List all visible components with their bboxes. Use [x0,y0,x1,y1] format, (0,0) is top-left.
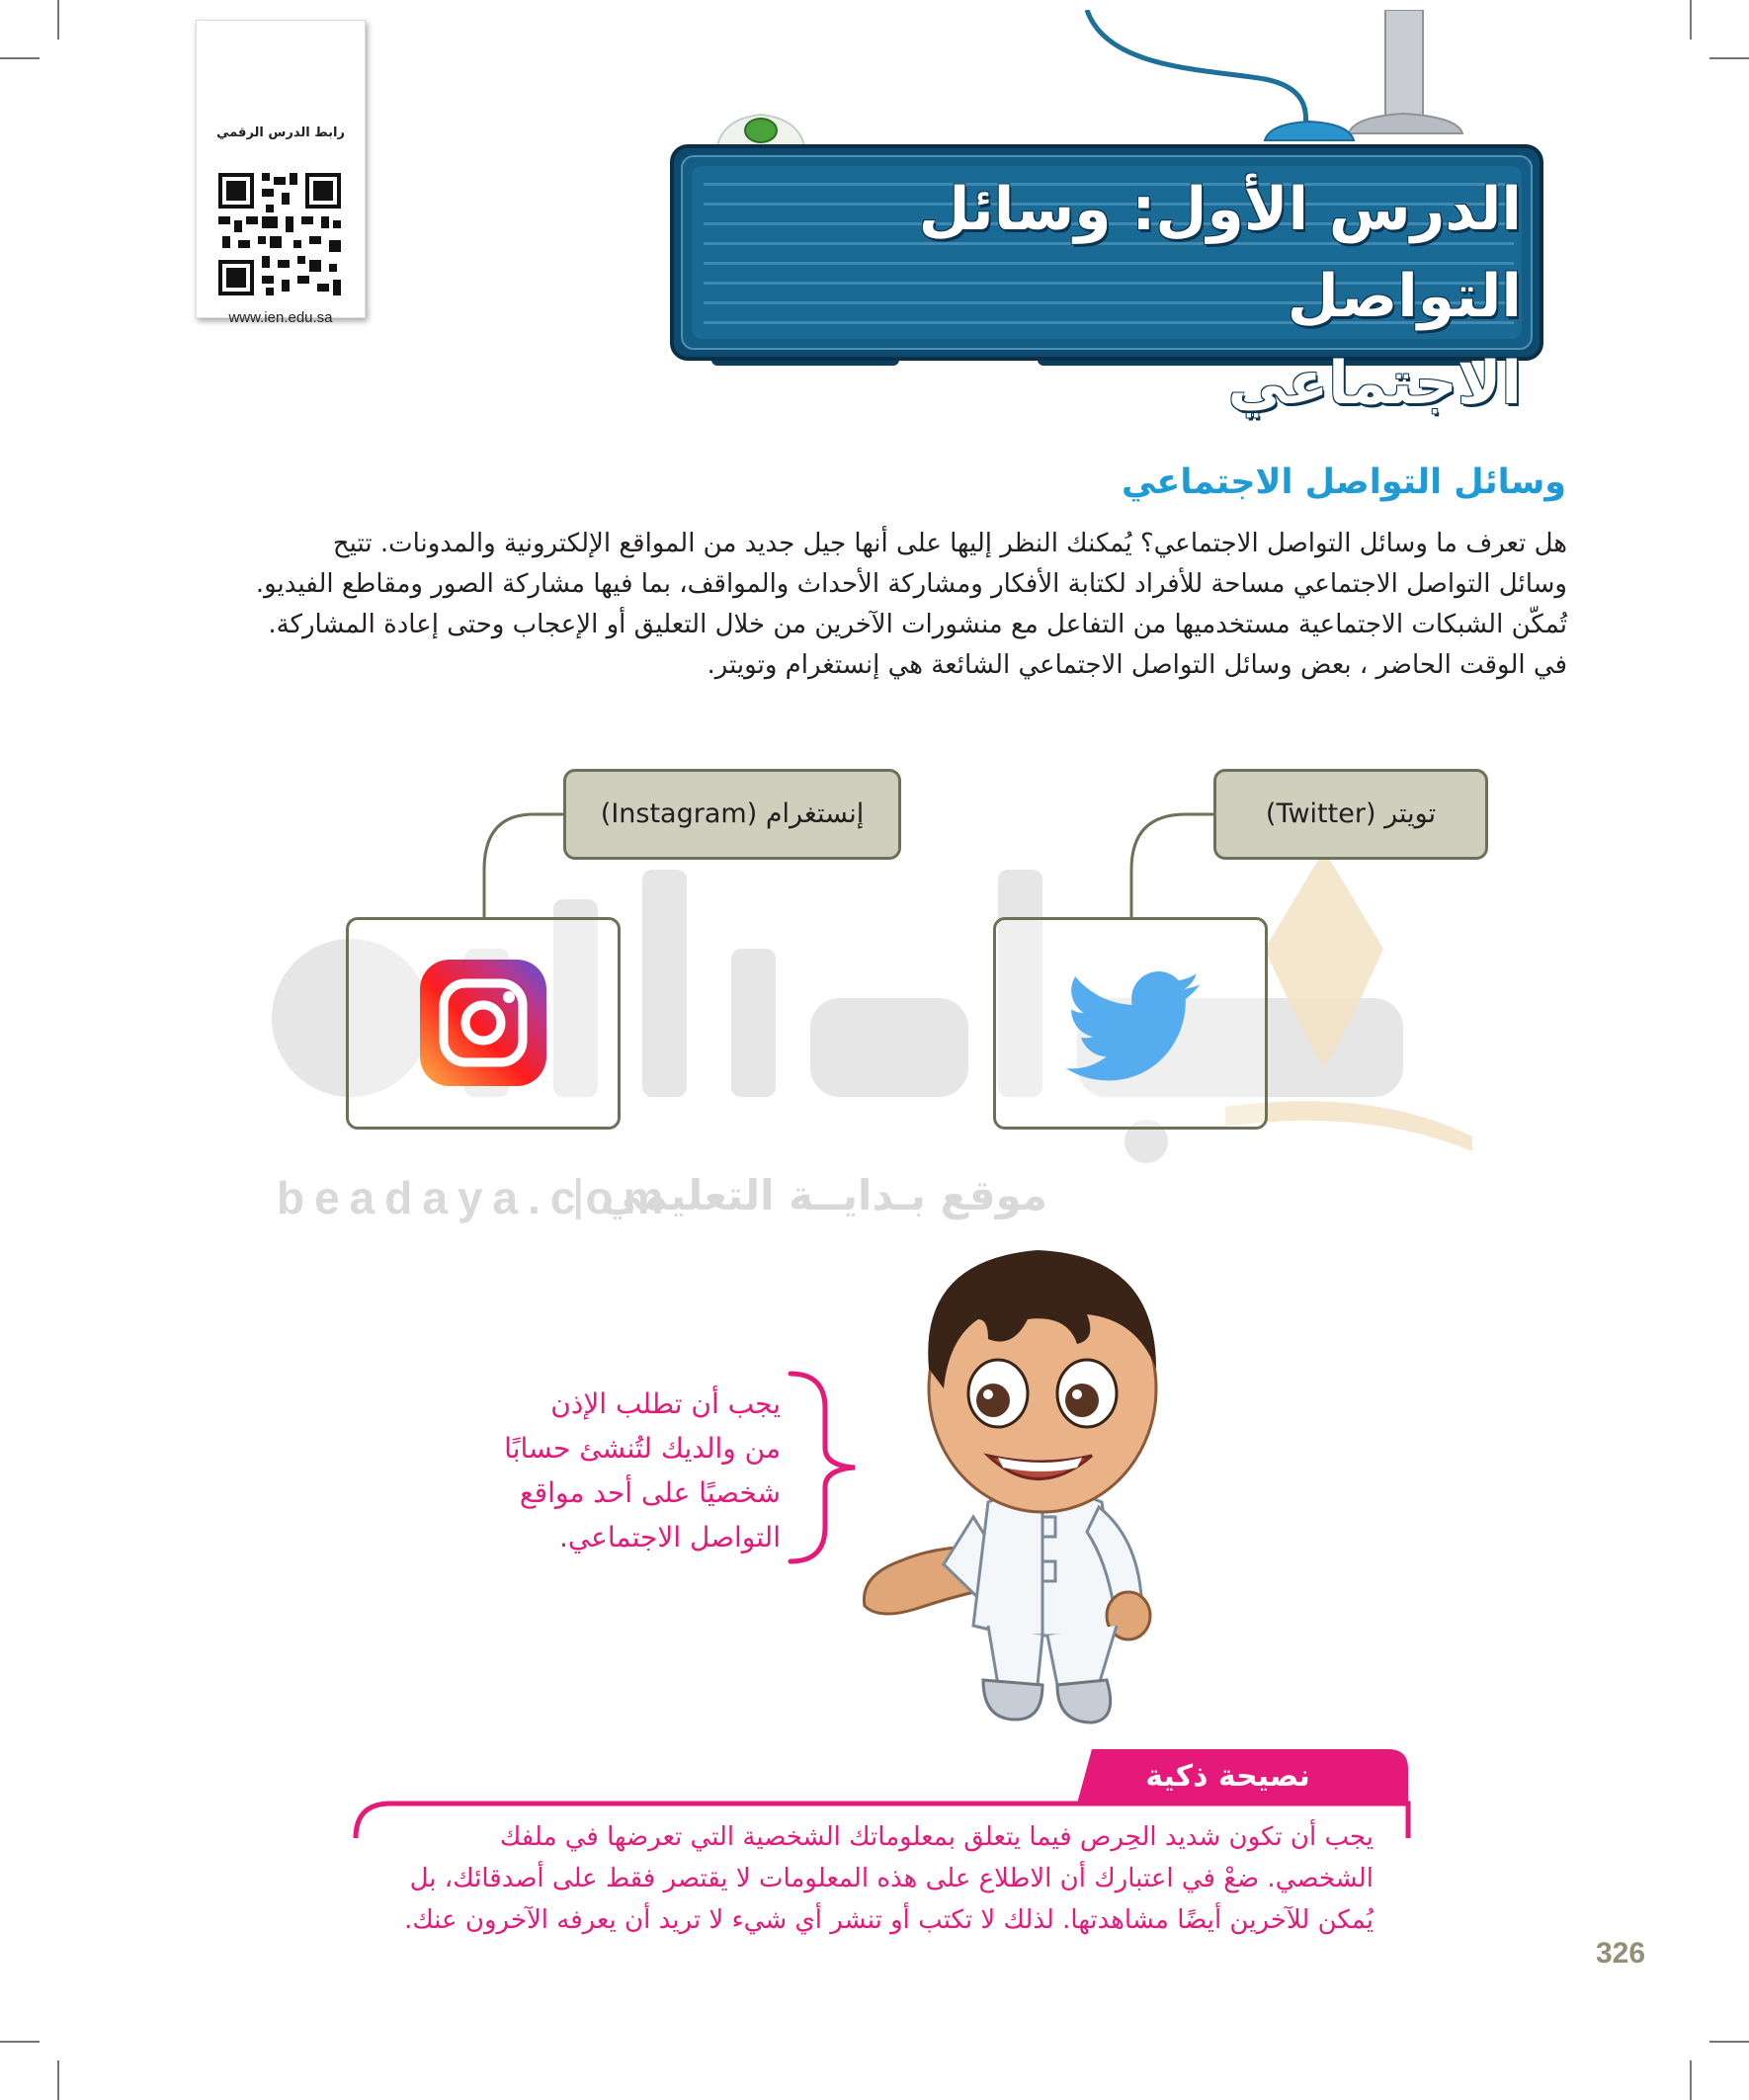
paragraph-line: في الوقت الحاضر ، بعض وسائل التواصل الاجتماعي الشائعة هي إنستغرام وتويتر. [707,650,1567,680]
watermark-url: beadaya.com [277,1172,674,1223]
twitter-box [993,917,1268,1130]
crop-mark [0,2041,40,2043]
twitter-label: تويتر (Twitter) [1213,769,1488,860]
tip-line: يجب أن تكون شديد الحِرص فيما يتعلق بمعلوماتك الشخصية التي تعرضها في ملفك [499,1822,1374,1852]
blue-knob [1265,122,1354,140]
crop-mark [1709,57,1749,59]
tip-text [390,1816,1374,1941]
speech-bracket [786,1369,865,1566]
instagram-box [346,917,621,1130]
paragraph-line: وسائل التواصل الاجتماعي مساحة للأفراد لكتابة الأفكار ومشاركة الأحداث والمواقف، بما فيها مشاركة الصور ومقاطع الفيديو. [255,569,1567,599]
lesson-title-line2: الاجتماعي [1227,349,1522,418]
cable-line [1087,10,1306,133]
qr-label: رابط الدرس الرقمي [216,126,345,140]
tip-line: يُمكن للآخرين أيضًا مشاهدتها. لذلك لا تكتب أو تنشر أي شيء لا تريد أن يعرفه الآخرون عنك. [404,1905,1374,1935]
speech-line: يجب أن تطلب الإذن [550,1387,781,1420]
intro-paragraph [198,524,1567,686]
instagram-label: إنستغرام (Instagram) [563,769,901,860]
paragraph-line: هل تعرف ما وسائل التواصل الاجتماعي؟ يُمكنك النظر إليها على أنها جيل جديد من المواقع الإلكترونية والمدونات. تتيح [332,529,1567,558]
qr-url[interactable]: www.ien.edu.sa [228,309,333,326]
speech-line: من والديك لتُنشئ حسابًا [504,1432,781,1465]
crop-mark [57,2060,59,2100]
twitter-icon [1065,971,1204,1085]
crop-mark [1690,0,1692,40]
crop-mark [0,57,40,59]
crop-mark [1709,2041,1749,2043]
speech-line: شخصيًا على أحد مواقع [519,1476,781,1509]
lesson-title-line1: الدرس الأول: وسائل التواصل [918,175,1522,331]
watermark-slogan: موقع بـدايــة التعليمي | [570,1171,1047,1219]
qr-card[interactable] [196,20,366,326]
crop-mark [1690,2060,1692,2100]
page-number: 326 [1596,1937,1646,1970]
section-heading: وسائل التواصل الاجتماعي [1122,462,1566,502]
boy-character-illustration [840,1220,1265,1734]
qr-code-icon[interactable] [214,169,345,299]
lesson-title [692,166,1522,418]
tip-line: الشخصي. ضعْ في اعتبارك أن الاطلاع على هذه المعلومات لا يقتصر فقط على أصدقائك، بل [409,1864,1374,1893]
paragraph-line: تُمكّن الشبكات الاجتماعية مستخدميها من التفاعل مع منشورات الآخرين من خلال التعليق أو الإعجاب وحتى إعادة المشاركة. [268,610,1567,639]
instagram-icon [420,960,546,1086]
speech-text [455,1382,781,1559]
green-led [745,119,777,142]
tip-title: نصيحة ذكية [1145,1759,1310,1794]
speech-line: التواصل الاجتماعي. [558,1521,781,1554]
crop-mark [57,0,59,40]
